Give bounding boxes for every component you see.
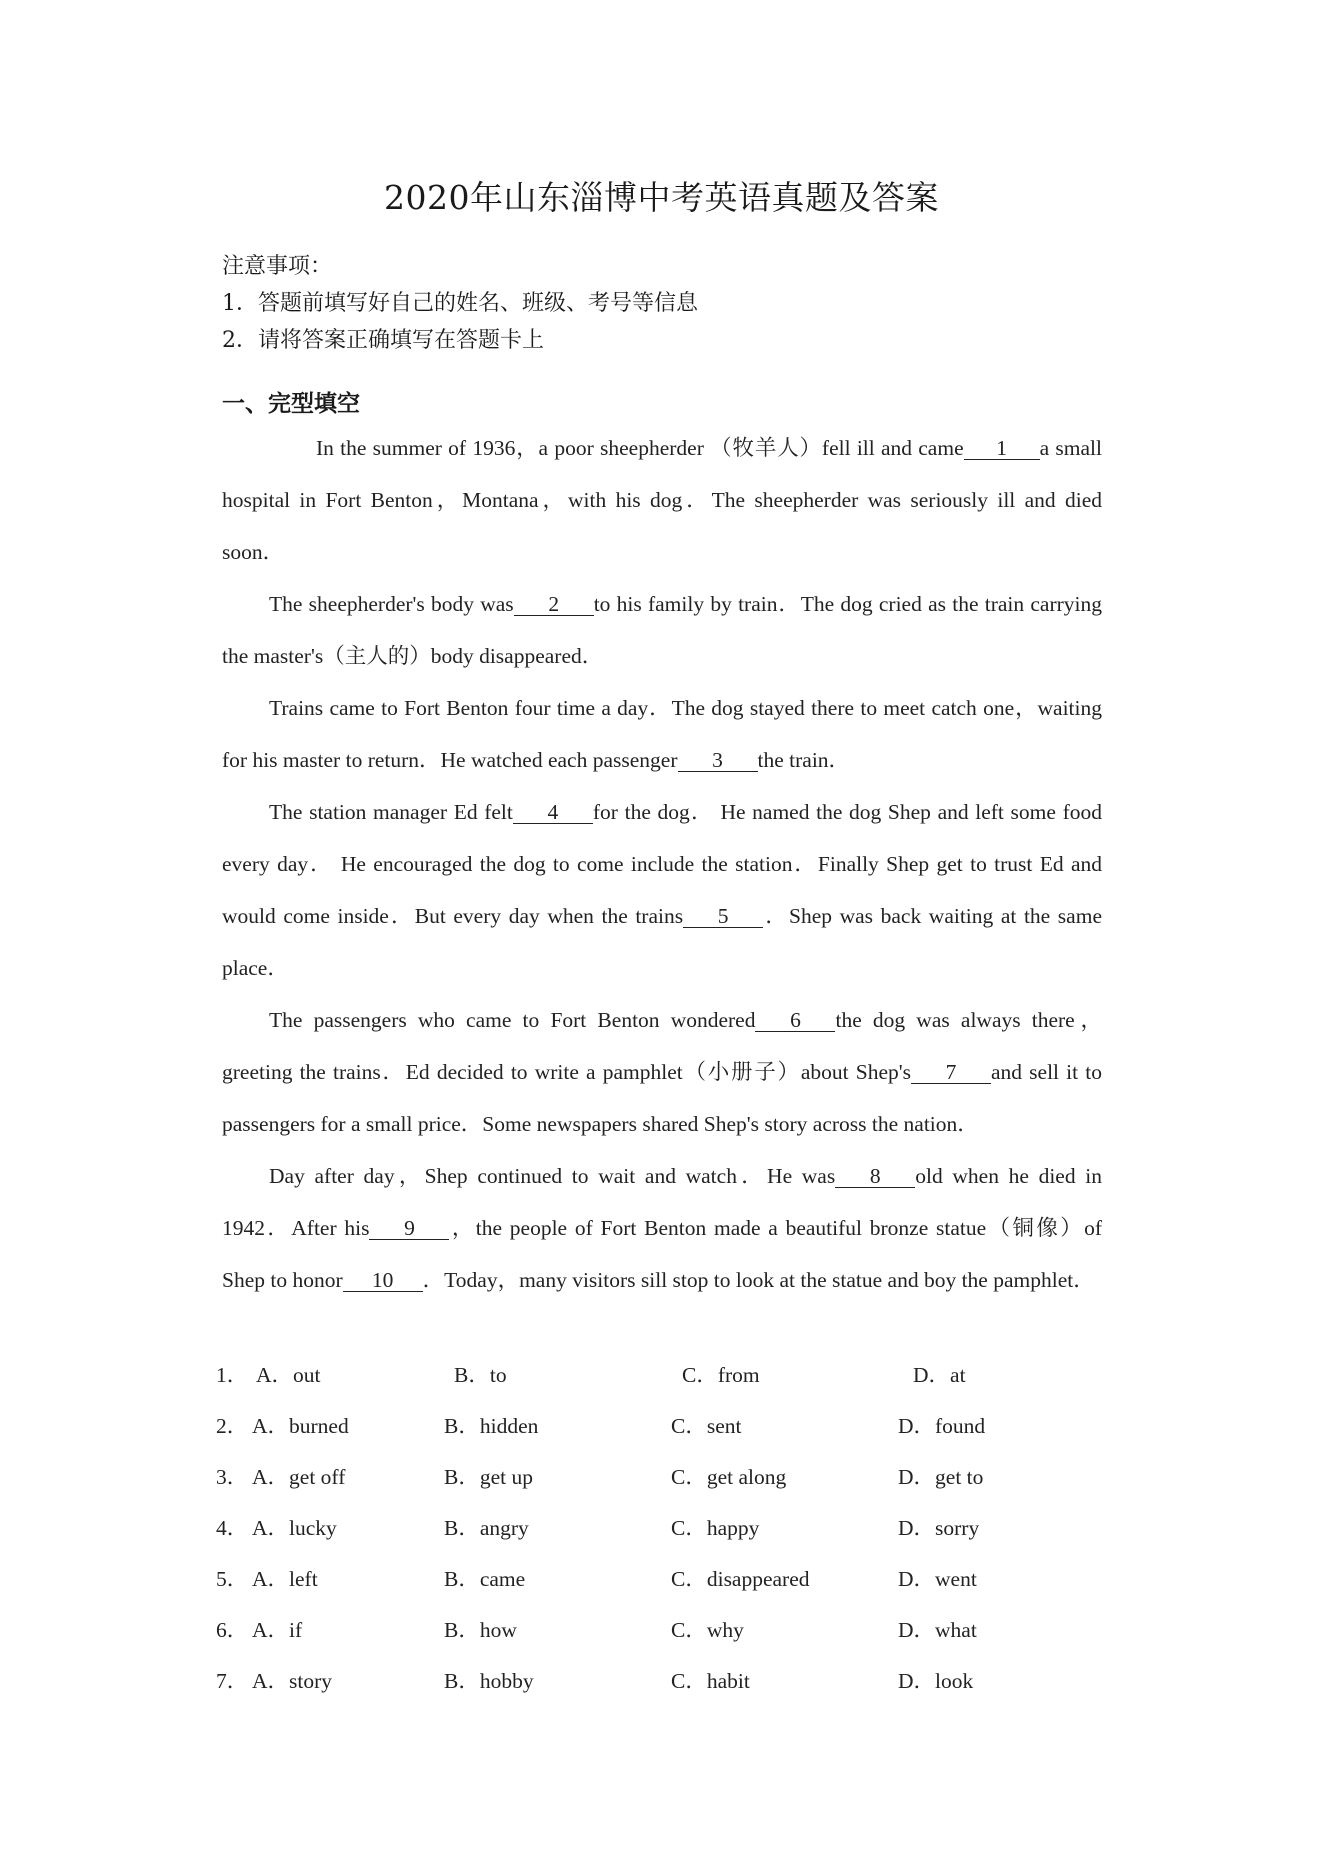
question-number: 1． — [216, 1363, 249, 1387]
option-b: B．to — [454, 1363, 507, 1387]
passage-text: ，the people of Fort Benton made a beautiful bronze statue（铜像）of Shep to honor — [222, 1216, 1102, 1292]
option-a: A．get off — [252, 1465, 346, 1489]
option-b: B．hobby — [444, 1669, 534, 1693]
option-a: A．burned — [252, 1414, 349, 1438]
question-number: 7． — [216, 1669, 249, 1693]
cloze-passage — [222, 422, 1102, 1306]
option-d: D．sorry — [898, 1516, 980, 1540]
blank-4: 4 — [513, 801, 593, 824]
notice-item: 2．请将答案正确填写在答题卡上 — [222, 328, 544, 353]
notice-block — [222, 248, 698, 359]
option-a: A．lucky — [252, 1516, 337, 1540]
option-c: C．happy — [671, 1516, 760, 1540]
option-c: C．sent — [671, 1414, 742, 1438]
passage-text: In the summer of 1936，a poor sheepherder （牧羊人）fell ill and came — [316, 436, 964, 460]
question-number: 2． — [216, 1414, 249, 1438]
passage-paragraph — [222, 786, 1102, 994]
option-a: A．story — [252, 1669, 333, 1693]
option-a: A．left — [252, 1567, 318, 1591]
option-d: D．found — [898, 1414, 986, 1438]
blank-7: 7 — [911, 1061, 991, 1084]
question-number: 3． — [216, 1465, 249, 1489]
passage-text: ．Today，many visitors sill stop to look at the statue and boy the pamphlet． — [422, 1268, 1095, 1292]
option-b: B．came — [444, 1567, 526, 1591]
passage-paragraph — [222, 994, 1102, 1150]
passage-paragraph — [222, 682, 1102, 786]
option-b: B．angry — [444, 1516, 529, 1540]
option-c: C．get along — [671, 1465, 787, 1489]
option-a: A．out — [256, 1363, 321, 1387]
option-b: B．how — [444, 1618, 517, 1642]
option-d: D．went — [898, 1567, 977, 1591]
passage-text: the dog was always there，greeting the trains．Ed decided to write a pamphlet（小册子）about Shep's — [222, 1008, 1103, 1084]
blank-1: 1 — [964, 437, 1040, 460]
option-d: D．at — [913, 1363, 966, 1387]
passage-paragraph — [222, 578, 1102, 682]
notice-item: 1．答题前填写好自己的姓名、班级、考号等信息 — [222, 291, 698, 316]
blank-6: 6 — [755, 1009, 835, 1032]
passage-text: ．Shep was back waiting at the same place． — [222, 904, 1102, 980]
question-number: 4． — [216, 1516, 249, 1540]
passage-text: to his family by train．The dog cried as the train carrying the master's（主人的）body disappeared． — [222, 592, 1102, 668]
passage-text: and sell it to passengers for a small price．Some newspapers shared Shep's story across the nation． — [222, 1060, 1102, 1136]
option-d: D．look — [898, 1669, 974, 1693]
option-d: D．what — [898, 1618, 977, 1642]
passage-text: for the dog． He named the dog Shep and left some food every day． He encouraged the dog to come include the station．Finally Shep get to trust Ed and would come inside．But every day when the trains — [222, 800, 1102, 928]
blank-3: 3 — [678, 749, 758, 772]
question-number: 6． — [216, 1618, 249, 1642]
option-b: B．get up — [444, 1465, 533, 1489]
blank-9: 9 — [369, 1217, 449, 1240]
blank-8: 8 — [835, 1165, 915, 1188]
option-d: D．get to — [898, 1465, 984, 1489]
blank-5: 5 — [683, 905, 763, 928]
passage-text: a small hospital in Fort Benton，Montana，with his dog．The sheepherder was seriously ill and died soon． — [222, 436, 1102, 564]
notice-heading: 注意事项： — [222, 254, 333, 279]
question-number: 5． — [216, 1567, 249, 1591]
passage-text: The passengers who came to Fort Benton wondered — [269, 1008, 756, 1032]
option-a: A．if — [252, 1618, 303, 1642]
passage-text: The sheepherder's body was — [269, 592, 514, 616]
passage-text: The station manager Ed felt — [269, 800, 513, 824]
passage-paragraph — [222, 1150, 1102, 1306]
blank-10: 10 — [343, 1269, 423, 1292]
passage-text: Day after day，Shep continued to wait and watch．He was — [269, 1164, 836, 1188]
option-c: C．disappeared — [671, 1567, 810, 1591]
blank-2: 2 — [514, 593, 594, 616]
passage-text: Trains came to Fort Benton four time a day．The dog stayed there to meet catch one，waiting for his master to return．He watched each passenger — [222, 696, 1102, 772]
option-c: C．why — [671, 1618, 744, 1642]
passage-paragraph — [222, 422, 1102, 578]
passage-text: old when he died in 1942．After his — [222, 1164, 1103, 1240]
option-c: C．habit — [671, 1669, 750, 1693]
option-b: B．hidden — [444, 1414, 539, 1438]
section-heading: 一、完型填空 — [222, 391, 360, 417]
passage-text: the train． — [757, 748, 851, 772]
option-c: C．from — [682, 1363, 760, 1387]
document-title: 2020年山东淄博中考英语真题及答案 — [384, 178, 939, 217]
